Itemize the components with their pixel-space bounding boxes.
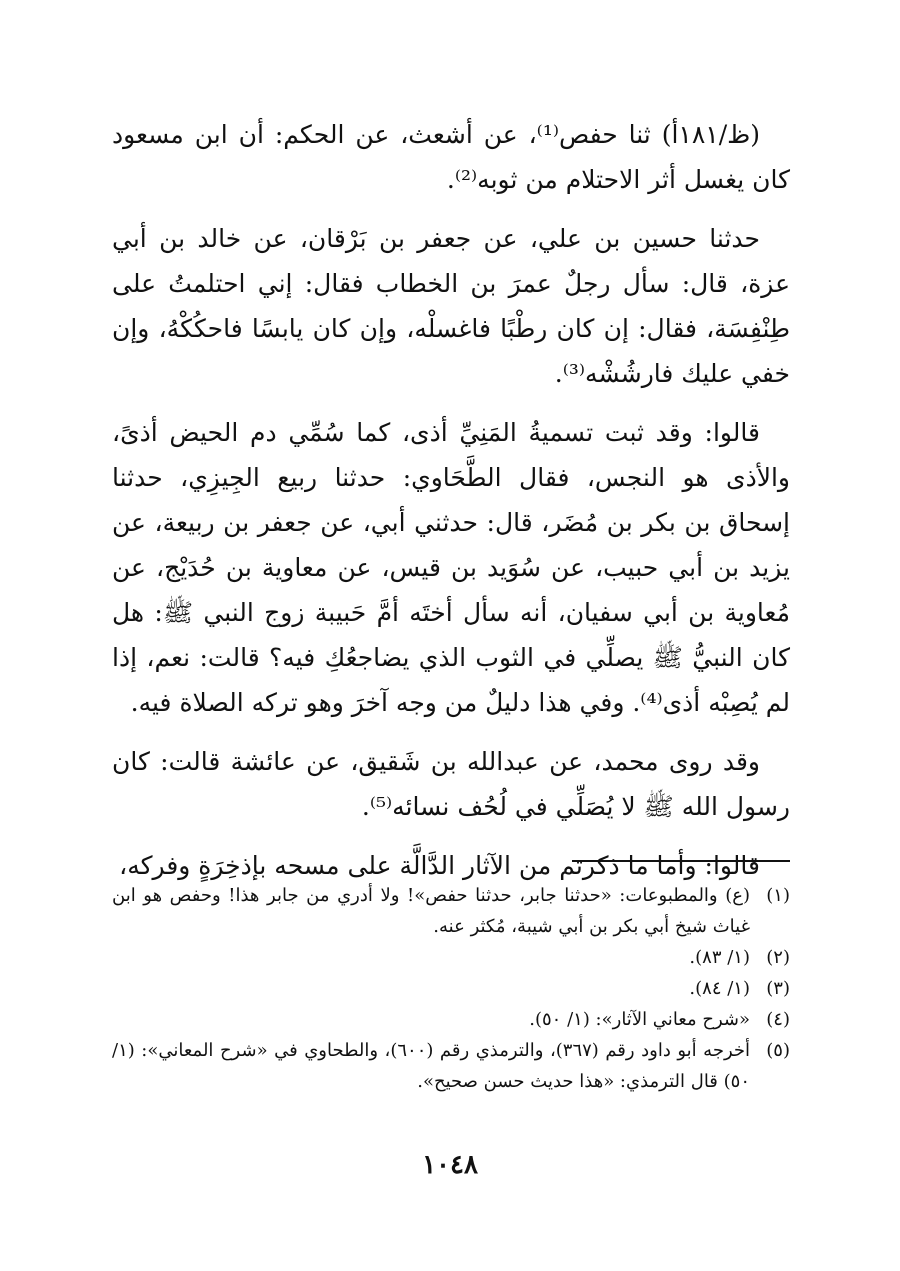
- footnote-number: (٣): [766, 978, 790, 999]
- footnote-text: (ع) والمطبوعات: «حدثنا جابر، حدثنا حفص»! ولا أدري من جابر هذا! وحفص هو ابن غياث شيخ أبي بكر بن أبي شيبة، مُكثر عنه.: [112, 885, 750, 937]
- footnote-text: «شرح معاني الآثار»: (١/ ٥٠).: [529, 1009, 750, 1030]
- footnote-2: [112, 942, 790, 973]
- footnote-3: [112, 973, 790, 1004]
- main-text: [112, 112, 790, 902]
- paragraph-5: قالوا: وأما ما ذكرتم من الآثار الدَّالَّة على مسحه بإذخِرَةٍ وفركه،: [119, 851, 760, 880]
- footnote-number: (١): [766, 885, 790, 906]
- footnote-text: (١/ ٨٤).: [689, 978, 750, 999]
- paragraph-3: قالوا: وقد ثبت تسميةُ المَنِيِّ أذى، كما سُمِّي دم الحيض أذىً، والأذى هو النجس، فقال الطَّحَاوي: حدثنا ربيع الجِيزِي، حدثنا إسحاق بن بكر بن مُضَر، قال: حدثني أبي، عن جعفر بن ربيعة، عن يزيد بن أبي حبيب، عن سُوَيد بن قيس، عن معاوية بن حُدَيْج، عن مُعاوية بن أبي سفيان، أنه سأل أختَه أمَّ حَبيبة زوج النبي ﷺ: هل كان النبيُّ ﷺ يصلِّي في الثوب الذي يضاجعُكِ فيه؟ قالت: نعم، إذا لم يُصِبْه أذى⁽⁴⁾. وفي هذا دليلٌ من وجه آخرَ وهو تركه الصلاة فيه.: [112, 418, 790, 717]
- footnote-5: [112, 1035, 790, 1097]
- footnote-number: (٥): [766, 1040, 790, 1061]
- footnote-divider: [572, 860, 790, 862]
- footnote-1: [112, 880, 790, 942]
- footnote-text: (١/ ٨٣).: [689, 947, 750, 968]
- page-number: ١٠٤٨: [422, 1150, 478, 1180]
- footnote-number: (٢): [766, 947, 790, 968]
- footnote-4: [112, 1004, 790, 1035]
- footnote-number: (٤): [766, 1009, 790, 1030]
- footnote-text: أخرجه أبو داود رقم (٣٦٧)، والترمذي رقم (٦٠٠)، والطحاوي في «شرح المعاني»: (١/ ٥٠) قال الترمذي: «هذا حديث حسن صحيح».: [112, 1040, 750, 1092]
- paragraph-1: (ظ/١٨١أ) ثنا حفص⁽¹⁾، عن أشعث، عن الحكم: أن ابن مسعود كان يغسل أثر الاحتلام من ثوبه⁽²⁾.: [112, 120, 790, 194]
- paragraph-2: حدثنا حسين بن علي، عن جعفر بن بَرْقان، عن خالد بن أبي عزة، قال: سأل رجلٌ عمرَ بن الخطاب فقال: إني احتلمتُ على طِنْفِسَة، فقال: إن كان رطْبًا فاغسلْه، وإن كان يابسًا فاحكُكْهُ، وإن خفي عليك فارشُشْه⁽³⁾.: [112, 224, 790, 388]
- footnotes: [112, 880, 790, 1097]
- paragraph-4: وقد روى محمد، عن عبدالله بن شَقيق، عن عائشة قالت: كان رسول الله ﷺ لا يُصَلِّي في لُحُف نسائه⁽⁵⁾.: [112, 747, 790, 821]
